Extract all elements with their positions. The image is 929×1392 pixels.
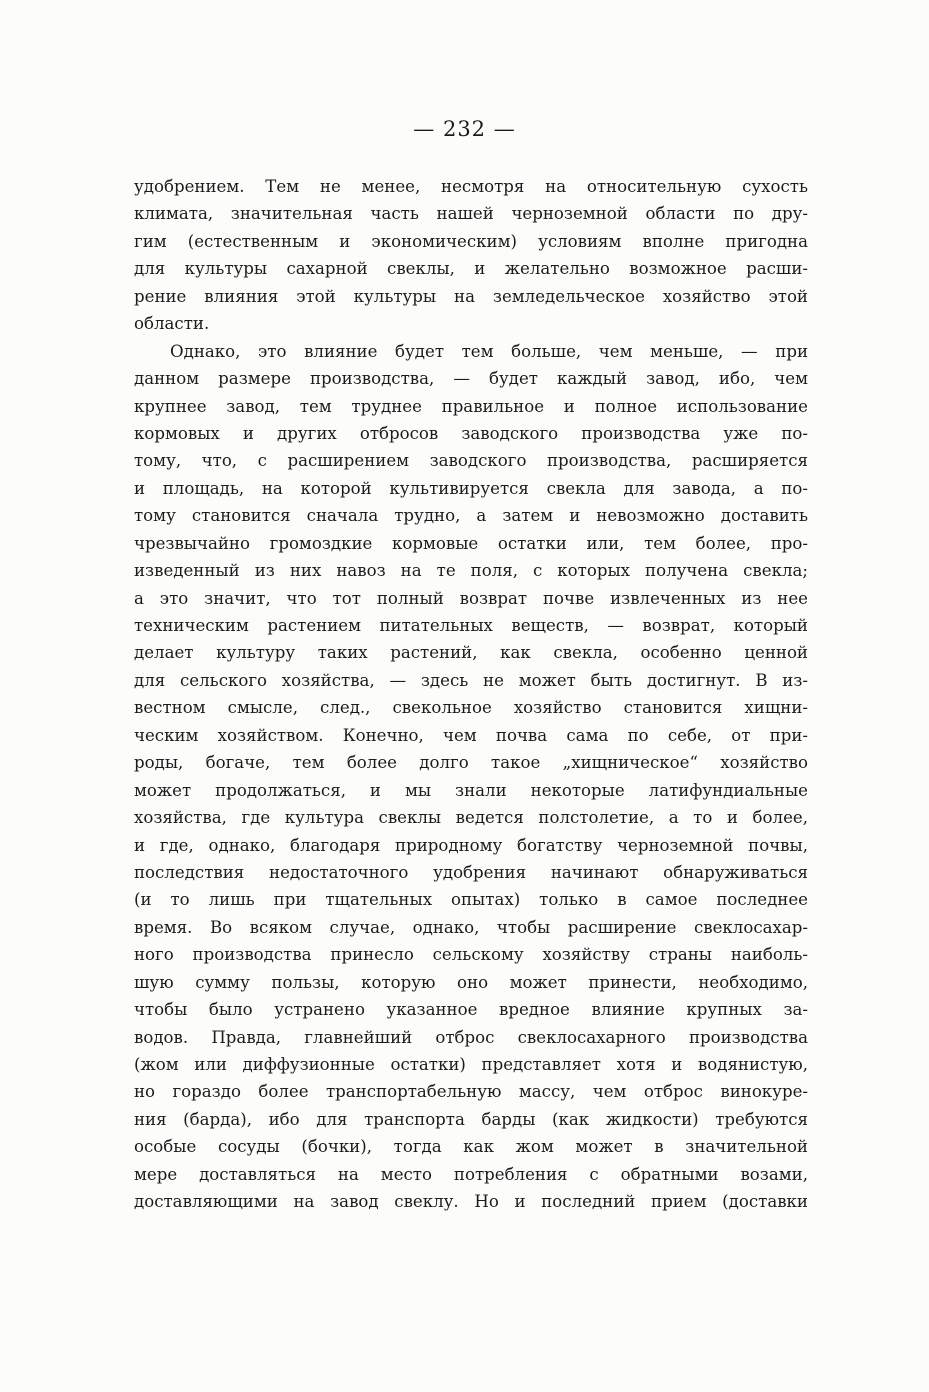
text-line: водов. Правда, главнейший отброс свеклосахарного производства — [134, 1027, 808, 1047]
text-line: (жом или диффузионные остатки) представляет хотя и водянистую, — [134, 1055, 808, 1074]
text-line: делает культуру таких растений, как свекла, особенно ценной — [134, 643, 808, 663]
text-line: ния (барда), ибо для транспорта барды (как жидкости) требуются — [134, 1109, 808, 1129]
text-line: крупнее завод, тем труднее правильное и полное использование — [134, 396, 808, 416]
text-line: и где, однако, благодаря природному богатству черноземной почвы, — [134, 835, 808, 855]
text-line: для культуры сахарной свеклы, и желательно возможное расши- — [134, 259, 808, 279]
text-line: хозяйства, где культура свеклы ведется полстолетие, а то и более, — [134, 808, 808, 828]
text-line: ного производства принесло сельскому хозяйству страны наиболь- — [134, 945, 808, 965]
body-text — [134, 173, 808, 1216]
text-line: шую сумму пользы, которую оно может принести, необходимо, — [134, 972, 808, 992]
paragraph-2 — [134, 338, 808, 1216]
text-line: но гораздо более транспортабельную массу, чем отброс винокуре- — [134, 1082, 808, 1102]
text-line: может продолжаться, и мы знали некоторые латифундиальные — [134, 780, 808, 800]
text-line: Однако, это влияние будет тем больше, чем меньше, — при — [170, 341, 808, 361]
text-line: области. — [134, 314, 210, 334]
text-line: особые сосуды (бочки), тогда как жом может в значительной — [134, 1137, 808, 1157]
text-line: чтобы было устранено указанное вредное влияние крупных за- — [134, 1000, 808, 1020]
text-line: время. Во всяком случае, однако, чтобы расширение свеклосахар- — [134, 917, 808, 937]
text-line: мере доставляться на место потребления с обратными возами, — [134, 1164, 808, 1184]
text-line: тому становится сначала трудно, а затем и невозможно доставить — [134, 506, 808, 526]
text-line: (и то лишь при тщательных опытах) только в самое последнее — [134, 890, 808, 910]
text-line: а это значит, что тот полный возврат почве извлеченных из нее — [134, 588, 808, 608]
text-line: ческим хозяйством. Конечно, чем почва сама по себе, от при- — [134, 725, 808, 745]
text-line: для сельского хозяйства, — здесь не может быть достигнут. В из- — [134, 670, 808, 690]
text-line: удобрением. Тем не менее, несмотря на относительную сухость — [134, 177, 808, 196]
text-line: роды, богаче, тем более долго такое „хищническое“ хозяйство — [134, 753, 808, 773]
text-line: последствия недостаточного удобрения начинают обнаруживаться — [134, 862, 808, 882]
text-line: тому, что, с расширением заводского производства, расширяется — [134, 451, 808, 471]
text-line: гим (естественным и экономическим) условиям вполне пригодна — [134, 231, 808, 251]
text-line: вестном смысле, след., свекольное хозяйство становится хищни- — [134, 698, 808, 718]
text-line: данном размере производства, — будет каждый завод, ибо, чем — [134, 369, 808, 389]
text-line: техническим растением питательных веществ, — возврат, который — [134, 616, 808, 635]
text-line: кормовых и других отбросов заводского производства уже по- — [134, 423, 808, 443]
text-line: и площадь, на которой культивируется свекла для завода, а по- — [134, 478, 808, 498]
text-line: доставляющими на завод свеклу. Но и последний прием (доставки — [134, 1192, 808, 1212]
paragraph-1 — [134, 173, 808, 338]
text-line: чрезвычайно громоздкие кормовые остатки или, тем более, про- — [134, 533, 808, 553]
text-line: рение влияния этой культуры на земледельческое хозяйство этой — [134, 286, 808, 306]
text-line: изведенный из них навоз на те поля, с которых получена свекла; — [134, 561, 808, 581]
page-number: — 232 — — [413, 117, 516, 141]
text-line: климата, значительная часть нашей черноземной области по дру- — [134, 204, 808, 224]
